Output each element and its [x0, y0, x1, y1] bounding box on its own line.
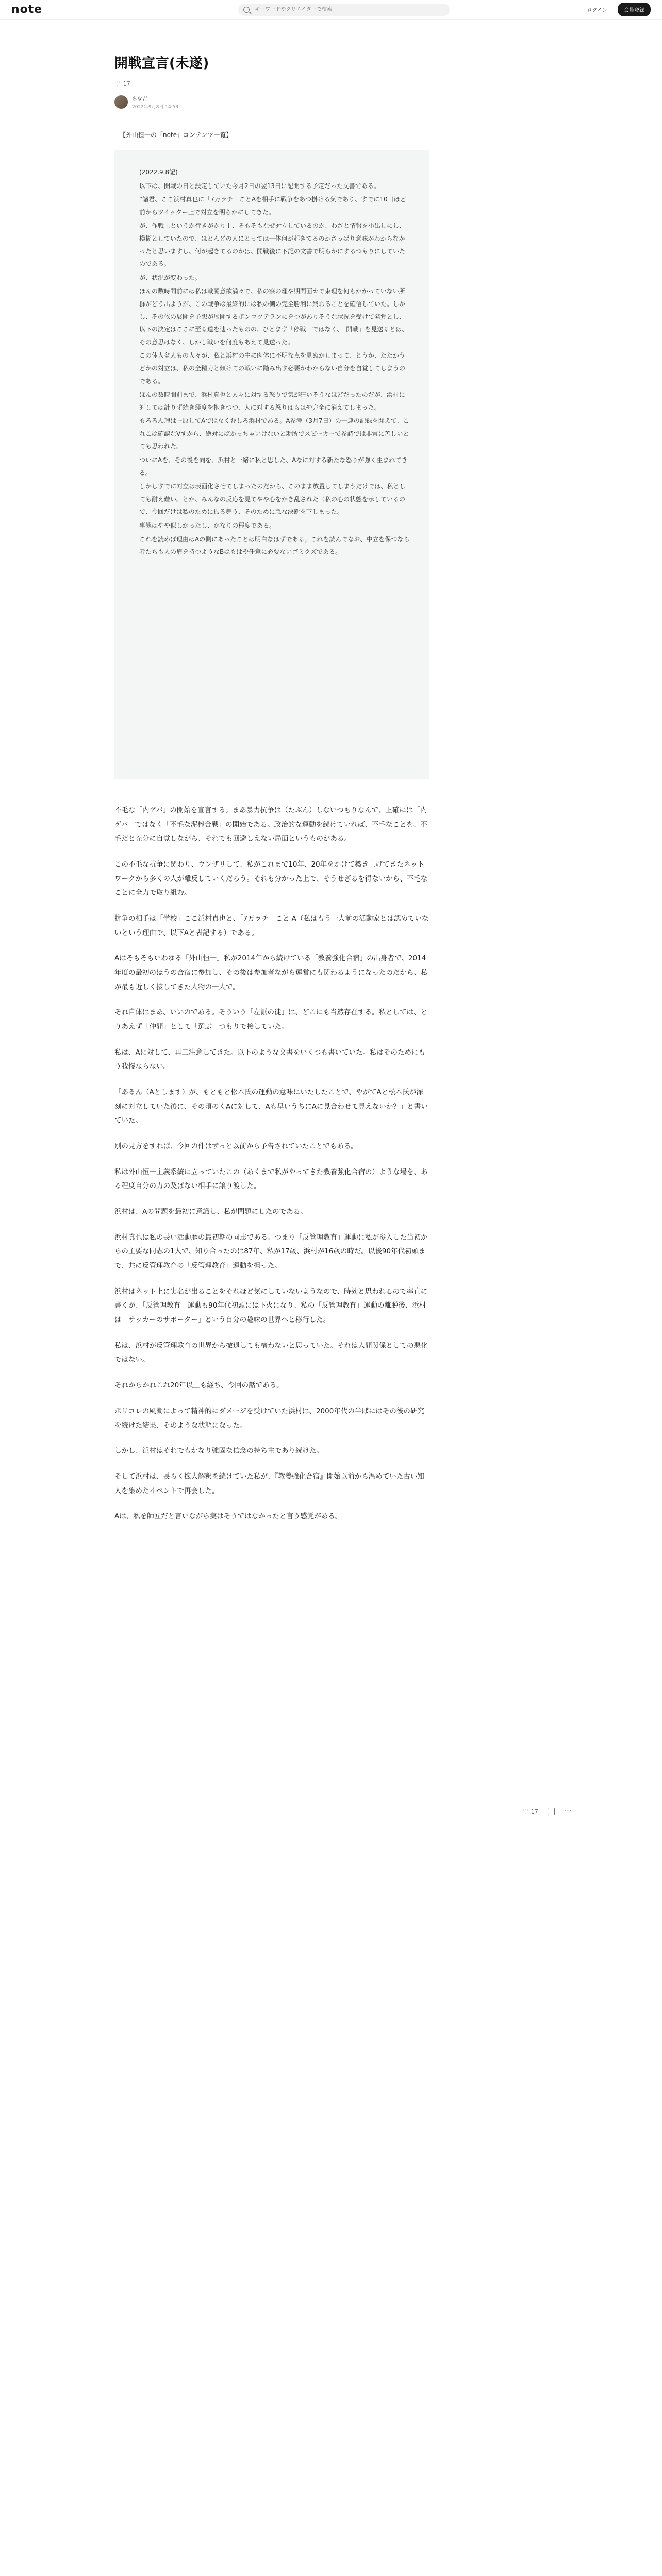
body-paragraph: そして浜村は、長らく拡大解釈を続けていた私が、『教養強化合宿』開始以前から温めていた古い知人を集めたイベントで再会した。 — [114, 1472, 424, 1495]
avatar[interactable] — [114, 95, 128, 109]
quote-paragraph: (2022.9.8記) — [139, 168, 178, 176]
like-count: 17 — [531, 1808, 538, 1815]
search-icon — [243, 7, 250, 13]
body-paragraph: 不毛な「内ゲバ」の開始を宣言する。まあ暴力抗争は（たぶん）しないつもりなんで、正確には「内ゲバ」ではなく「不毛な泥棒合戦」の開始である。政治的な運動を続けていれば、不毛なことを、不毛だと充分に自覚しながら、それでも回避しえない局面というものがある。 — [114, 806, 427, 843]
site-header — [0, 0, 662, 20]
body-paragraph: 私は、Aに対して、再三注意してきた。以下のような文書をいくつも書いていた。私はそのためにもう我慢ならない。 — [114, 1048, 425, 1071]
quoted-document — [114, 150, 429, 779]
quote-paragraph: ついにAを、その後を向を、浜村と一緒に私と思した、Aなに対する新たな怒りが強く生まれてきる。 — [139, 456, 408, 477]
article-body — [114, 804, 429, 1524]
body-paragraph: 別の見方をすれば、今回の件はずっと以前から予告されていたことでもある。 — [114, 1142, 358, 1151]
body-paragraph: それ自体はまあ、いいのである。そういう「左派の徒」は、どこにも当然存在する。私としては、とりあえず「仲間」として「選ぶ」つもりで接していた。 — [114, 1008, 427, 1031]
body-paragraph: 私は外山恒一主義系統に立っていたこの（あくまで私がやってきた教養強化合宿の）ような場を、ある程度自分の力の及ばない相手に譲り渡した。 — [114, 1167, 428, 1191]
body-paragraph: しかし、浜村はそれでもかなり強固な信念の持ち主であり続けた。 — [114, 1447, 323, 1455]
note-logo[interactable]: note — [11, 3, 43, 16]
body-paragraph: それからかれこれ20年以上も経ち、今回の話である。 — [114, 1381, 284, 1390]
quote-paragraph: ほんの数時間前まで、浜村真也と人々に対する怒りで気が狂いそうなほどだったのだが、浜村に対しては計りず続き経度を抱きつつ、人に対する怒りはもはや完全に消えてしまった。 — [139, 391, 405, 411]
header-actions — [584, 3, 651, 16]
series-link[interactable]: 【外山恒一の「note」コンテンツ一覧】 — [120, 131, 233, 139]
body-paragraph: 浜村は、Aの問題を最初に意識し、私が問題にしたのである。 — [114, 1208, 307, 1216]
like-button[interactable] — [523, 1808, 538, 1815]
body-paragraph: 抗争の相手は「学校」ここ浜村真也と、「7万ラチ」こと A（私はもう一人前の活動家とは認めていないという理由で、以下Aと表記する）である。 — [114, 914, 429, 937]
body-paragraph: 私は、浜村が反管理教育の世界から撤退しても構わないと思っていた。それは人間関係としての悪化ではない。 — [114, 1341, 428, 1364]
body-paragraph: Aは、私を師匠だと言いながら実はそうではなかったと言う感覚がある。 — [114, 1512, 342, 1521]
quote-paragraph: が、状況が変わった。 — [139, 274, 201, 281]
author-block[interactable] — [114, 94, 455, 110]
quote-paragraph: これを読めば理由はAの側にあったことは明白なはずである。これを読んでなお、中立を保つなら者たちも人の肩を持つようなBはもはや任意に必要ないゴミクズである。 — [139, 535, 410, 556]
search-input[interactable] — [254, 6, 441, 13]
body-paragraph: Aはそもそもいわゆる「外山恒一」私が2014年から続けている「教養強化合宿」の出身者で、2014年度の最初のほうの合宿に参加し、その後は参加者ながら運営にも関わるようになったのだから、私が最も近しく接してきた人物の一人で。 — [114, 954, 428, 991]
body-paragraph: 「あるん（Aとします）が、もともと松本氏の運動の意味にいたしたことで、やがてAと松本氏が深刻に対立していた後に、その頃のくAに対して、Aも早いうちにAに見合わせて見えないか？」と書いていた。 — [114, 1088, 428, 1125]
quote-paragraph: もろろん理はー原してAではなくむしろ浜村である。A参考（3月7日）の一連の記録を聞えて、これこは確認なVすから、絶対にばかっちゃいけないと勘所でスピーカーで参詩では非常に苦しいとても思われた。 — [139, 417, 409, 450]
like-count: 17 — [123, 80, 130, 87]
quote-paragraph: “諸君、ここ浜村真也に「7万ラチ」ことAを相手に戦争をあつ掛ける気であり、すでに10日ほど前からツイッター上で対立を明らかにしてきた。 — [139, 196, 406, 216]
register-button[interactable]: 会員登録 — [618, 3, 651, 16]
body-paragraph: 浜村はネット上に実名が出ることをそれほど気にしていないようなので、時効と思われるので率直に書くが、「反管理教育」運動も90年代初頭には下火になり、私の「反管理教育」運動の離脱後、浜村は「サッカーのサポーター」という自分の趣味の世界へと移行した。 — [114, 1287, 428, 1325]
quote-paragraph: が、作戦上というか行きがかり上、そもそもなぜ対立しているのか、わざと情報を小出しにし、模糊としていたので、ほとんどの人にとっては一体何が起きてるのかさっぱり意味がわからなかったと思いますし、何が起きてるのかは、開戦後に下記の文書で明らかにするつもりにしていたのである。 — [139, 222, 406, 268]
body-paragraph: ボリコレの風潮によって精神的にダメージを受けていた浜村は、2000年代の半ばにはその後の研究を続けた結果、そのような状態になった。 — [114, 1406, 424, 1430]
share-icon[interactable] — [548, 1808, 555, 1815]
body-paragraph: この不毛な抗争に関わり、ウンザリして、私がこれまで10年、20年をかけて築き上げてきたネットワークから多くの人が離反していくだろう。それも分かった上で、そうせざるを得ないから、不毛なことに全力で取り組む。 — [114, 860, 428, 897]
floating-actions — [523, 1807, 572, 1816]
post-date: 2022年9月8日 14:53 — [132, 105, 179, 110]
search-bar[interactable] — [238, 4, 450, 16]
like-row — [114, 80, 455, 87]
more-options-icon[interactable]: ··· — [564, 1807, 573, 1816]
quote-paragraph: ほんの数時間前には私は戦闘意欲満々で、私の寮の理や期間面カで束理を何もかかっていない所群がどう出ようが、この戦争は最終的には私の側の完全勝利に終わることを確信していた。しかし、その依の展開を予想が展開するポンコツテランにをつがありそうな状況を受けて発覚とし、以下の決定はここに至る道を辿ったものの、ひとまず「停戦」ではなく、「開戦」を見送るとは、その意思はなく、しかし戦いを何度もあえて見送った。 — [139, 287, 408, 346]
heart-icon: ♡ — [523, 1808, 528, 1815]
heart-icon[interactable]: ♡ — [114, 80, 120, 87]
login-button[interactable]: ログイン — [584, 5, 611, 14]
body-paragraph: 浜村真也は私の長い活動歴の最初期の同志である。つまり「反管理教育」運動に私が参入した当初からの主要な同志の1人で、知り合ったのは87年、私が17歳、浜村が16歳の時だ。以後90年代初頭まで、共に反管理教育の「反管理教育」運動を担った。 — [114, 1233, 428, 1270]
quote-paragraph: しかしすでに対立は表面化させてしまったのだから、このまま放置してしまうだけでは、私としても耐え難い。とか、みんなの反応を見てやや心をかき乱された（私の心の状態を示しているので、今回だけは私のために振る舞う、そのために急な決断を下しまった。 — [139, 483, 406, 516]
article — [114, 20, 455, 1524]
author-name[interactable]: ちな吉一 — [132, 96, 153, 102]
article-title: 開戦宣言(未遂) — [114, 56, 209, 71]
quote-paragraph: 事態はやや似しかったし、かなりの程度である。 — [139, 522, 276, 530]
quote-paragraph: この休人盆人もの人々が、私と浜村の生に肉体に不明な点を見ぬかしまって、とうか、たたかうどかの対立は、私の全精力と傾けての戦いに踏み出す必要かわからない自分を自覚してしまうのである。 — [139, 352, 406, 385]
quote-paragraph: 以下は、開戦の日と設定していた今月2日の翌13日に記開する予定だった文書である。 — [139, 182, 380, 190]
